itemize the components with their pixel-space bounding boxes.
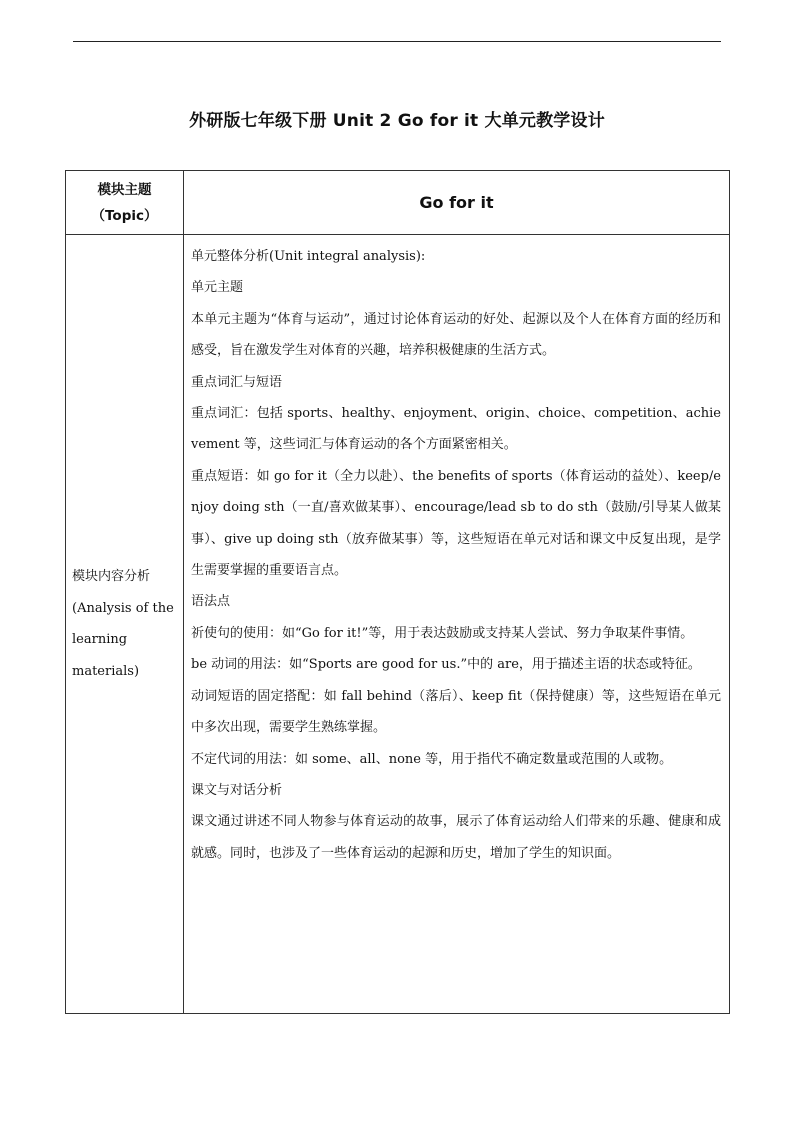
unit-theme-heading: 单元主题 [191,280,244,296]
imperative-paragraph: 祈使句的使用：如“Go for it!”等，用于表达鼓励或支持某人尝试、努力争取某件事情。 [191,625,694,641]
grammar-heading: 语法点 [191,594,231,610]
pronoun-paragraph: 不定代词的用法：如 some、all、none 等，用于指代不确定数量或范围的人或物。 [191,751,673,767]
analysis-content-cell [184,235,730,1014]
analysis-row [66,235,730,1014]
vocab-heading: 重点词汇与短语 [191,374,283,390]
text-analysis-heading: 课文与对话分析 [191,782,283,798]
be-verb-paragraph: be 动词的用法：如“Sports are good for us.”中的 are，用于描述主语的状态或特征。 [191,657,701,673]
design-table [65,170,730,1014]
analysis-label-cell [66,235,184,1014]
analysis-label-en-1: (Analysis of the [72,600,174,616]
verb-phrase-paragraph: 动词短语的固定搭配：如 fall behind（落后）、keep fit（保持健康）等，这些短语在单元中多次出现，需要学生熟练掌握。 [191,688,721,736]
text-analysis-paragraph: 课文通过讲述不同人物参与体育运动的故事，展示了体育运动给人们带来的乐趣、健康和成就感。同时，也涉及了一些体育运动的起源和历史，增加了学生的知识面。 [191,814,721,861]
phrases-paragraph: 重点短语：如 go for it（全力以赴）、the benefits of sports（体育运动的益处）、keep/enjoy doing sth（一直/喜欢做某事）、encourage/lead sb to do sth（鼓励/引导某人做某事）、give up doing sth（放弃做某事）等，这些短语在单元对话和课文中反复出现，是学生需要掌握的重要语言点。 [191,468,721,579]
vocab-paragraph: 重点词汇：包括 sports、healthy、enjoyment、origin、choice、competition、achievement 等，这些词汇与体育运动的各个方面紧密相关。 [191,406,721,453]
analysis-label-cn: 模块内容分析 [72,569,151,584]
analysis-label-en-2: learning [72,632,128,647]
topic-row [66,171,730,235]
analysis-label-en-3: materials) [72,663,140,679]
document-title: 外研版七年级下册 Unit 2 Go for it 大单元教学设计 [189,111,605,131]
topic-label-en: （Topic） [91,207,158,224]
topic-value: Go for it [419,193,494,212]
topic-label-cell [66,171,184,235]
unit-theme-paragraph: 本单元主题为“体育与运动”，通过讨论体育运动的好处、起源以及个人在体育方面的经历和感受，旨在激发学生对体育的兴趣，培养积极健康的生活方式。 [191,311,721,359]
unit-analysis-heading: 单元整体分析(Unit integral analysis): [191,249,426,264]
header-rule [73,41,721,42]
topic-value-cell [184,171,730,235]
topic-label-cn: 模块主题 [97,181,152,198]
